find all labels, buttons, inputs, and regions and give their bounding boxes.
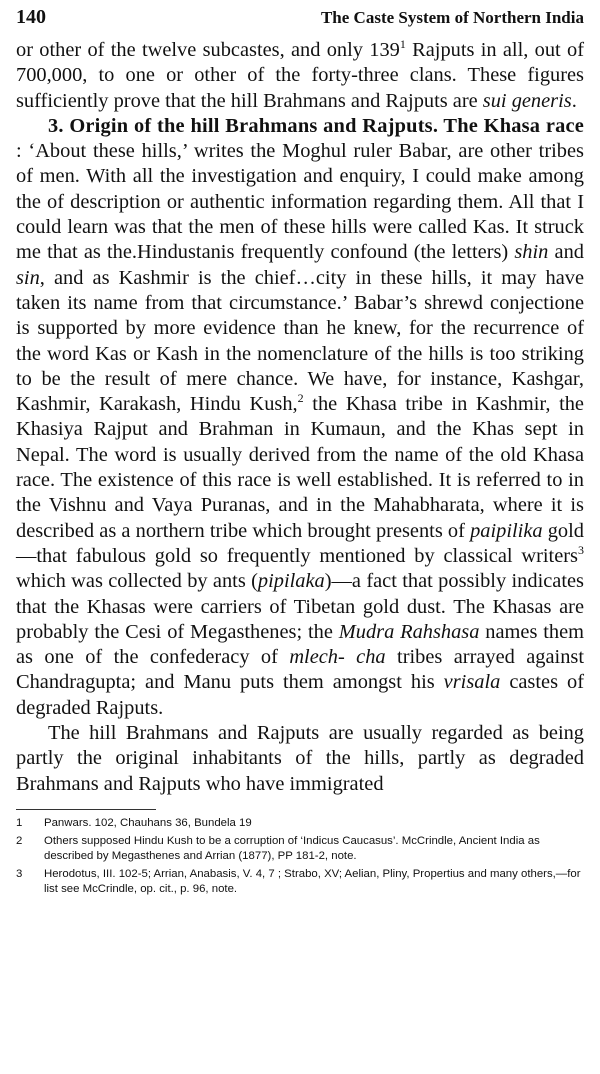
text-span: gold—that fabulous gold so frequently mentioned by classical writers bbox=[16, 519, 584, 567]
text-span: , and as Kashmir is the chief…city in these hills, it may have taken its name from that circumstance.’ Babar’s shrewd conjectione is supported by more evidence than he knew, for the recurrence of the word Kas or Kash in the nomenclature of the hills is too striking to be the result of mere chance. We have, for instance, Kashgar, Kashmir, Karakash, Hindu Kush, bbox=[16, 266, 584, 416]
footnote-text: Others supposed Hindu Kush to be a corruption of ‘Indicus Caucasus’. McCrindle, Ancient India as described by Megasthenes and Arrian (1877), PP 181-2, note. bbox=[44, 834, 540, 863]
text-span: the Khasa tribe in Kashmir, the Khasiya Rajput and Brahman in Kumaun, and the Khas sept in Nepal. The word is usually derived from the name of the old Khasa race. The existence of this race is well established. It is referred to in the Vishnu and Vaya Puranas, and in the Mahabharata, where it is described as a northern tribe which brought presents of bbox=[16, 393, 584, 542]
italic-term: shin bbox=[514, 241, 549, 264]
italic-term: paipilika bbox=[470, 519, 543, 542]
footnote-divider bbox=[16, 809, 156, 810]
footnote-text: Panwars. 102, Chauhans 36, Bundela 19 bbox=[44, 816, 252, 829]
footnote-1 bbox=[16, 816, 584, 832]
footnote-number: 3 bbox=[16, 867, 23, 880]
running-head: The Caste System of Northern India bbox=[320, 8, 584, 27]
italic-term: pipilaka bbox=[257, 570, 325, 593]
footnotes bbox=[16, 816, 584, 898]
paragraph-1 bbox=[16, 38, 584, 114]
text-span: and bbox=[548, 241, 584, 264]
text-span: which was collected by ants ( bbox=[16, 570, 258, 593]
footnote-text: Herodotus, III. 102-5; Arrian, Anabasis, V. 4, 7 ; Strabo, XV; Aelian, Pliny, Propertius and many others,—for list see McCrindle, op. cit., p. 96, note. bbox=[44, 867, 581, 896]
italic-term: sui generis bbox=[482, 89, 572, 112]
footnote-2 bbox=[16, 834, 584, 865]
text-span: )—a fact that possibly indicates that the Khasas were carriers of Tibetan gold dust. The Khasas are probably the Cesi of Megasthenes; the bbox=[16, 570, 584, 643]
italic-term: Mudra Rahshasa bbox=[338, 620, 480, 643]
page-number: 140 bbox=[16, 6, 46, 28]
footnote-3 bbox=[16, 867, 584, 898]
paragraph-2 bbox=[16, 114, 584, 721]
footnote-ref-3: 3 bbox=[578, 543, 584, 558]
body-text bbox=[16, 38, 584, 797]
footnote-ref-2: 2 bbox=[297, 391, 304, 406]
text-span: : ‘About these hills,’ writes the Moghul ruler Babar, are other tribes of men. With all the investigation and enquiry, I could make among the of description or authentic information regarding them. All that I could learn was that the men of these hills were called Kas. It struck me that as the.Hindustanis frequently confound (the letters) bbox=[16, 140, 584, 264]
text-span: castes of degraded Rajputs. bbox=[16, 671, 584, 719]
footnote-number: 2 bbox=[16, 834, 23, 847]
italic-term: vrisala bbox=[443, 671, 501, 694]
italic-term: sin bbox=[16, 266, 40, 289]
italic-term: mlech- cha bbox=[289, 646, 386, 669]
text-span: or other of the twelve subcastes, and only 139 bbox=[16, 39, 400, 61]
footnote-ref-1: 1 bbox=[399, 37, 406, 52]
text-span: Rajputs in all, out of 700,000, to one or other of the forty-three clans. These figures sufficiently prove that the hill Brahmans and Rajputs are bbox=[16, 39, 584, 112]
paragraph-3: The hill Brahmans and Rajputs are usually regarded as being partly the original inhabitants of the hills, partly as degraded Brahmans and Rajputs who have immigrated bbox=[16, 722, 584, 795]
footnote-number: 1 bbox=[16, 816, 23, 829]
page-header bbox=[16, 6, 584, 36]
section-heading: 3. Origin of the hill Brahmans and Rajputs. The Khasa race bbox=[48, 114, 584, 137]
text-span: tribes arrayed against Chandragupta; and Manu puts them amongst his bbox=[16, 646, 585, 694]
text-span: names them as one of the confederacy of bbox=[16, 620, 584, 669]
text-span: . bbox=[571, 89, 577, 112]
